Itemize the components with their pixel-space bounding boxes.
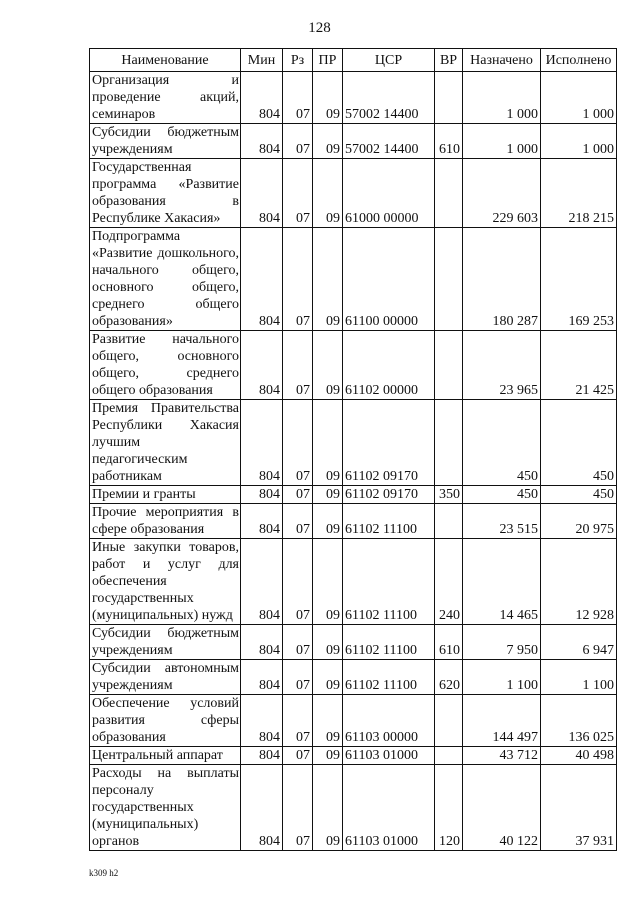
row-min: 804 <box>241 660 283 695</box>
row-name: Государственная программа «Развитие образования в Республике Хакасия» <box>90 159 241 228</box>
row-name: Обеспечение условий развития сферы образования <box>90 695 241 747</box>
row-pr: 09 <box>313 625 343 660</box>
header-min: Мин <box>241 49 283 72</box>
row-rz: 07 <box>283 486 313 504</box>
row-rz: 07 <box>283 504 313 539</box>
row-assigned: 450 <box>463 486 541 504</box>
table-row <box>90 660 617 695</box>
row-vr <box>435 331 463 400</box>
row-name: Расходы на выплаты персоналу государственных (муниципальных) органов <box>90 765 241 851</box>
row-name: Премии и гранты <box>90 486 241 504</box>
row-executed: 1 000 <box>541 124 617 159</box>
row-executed: 450 <box>541 400 617 486</box>
row-vr: 350 <box>435 486 463 504</box>
row-pr: 09 <box>313 486 343 504</box>
row-rz: 07 <box>283 695 313 747</box>
row-executed: 6 947 <box>541 625 617 660</box>
row-min: 804 <box>241 747 283 765</box>
row-min: 804 <box>241 331 283 400</box>
row-assigned: 7 950 <box>463 625 541 660</box>
table-row <box>90 504 617 539</box>
row-pr: 09 <box>313 124 343 159</box>
row-csr: 61103 01000 <box>343 765 435 851</box>
row-vr: 620 <box>435 660 463 695</box>
row-executed: 20 975 <box>541 504 617 539</box>
row-rz: 07 <box>283 159 313 228</box>
row-pr: 09 <box>313 72 343 124</box>
header-csr: ЦСР <box>343 49 435 72</box>
row-assigned: 23 515 <box>463 504 541 539</box>
row-pr: 09 <box>313 228 343 331</box>
row-vr <box>435 695 463 747</box>
row-min: 804 <box>241 504 283 539</box>
row-executed: 136 025 <box>541 695 617 747</box>
row-executed: 12 928 <box>541 539 617 625</box>
row-pr: 09 <box>313 539 343 625</box>
row-name: Иные закупки товаров, работ и услуг для обеспечения государственных (муниципальных) нужд <box>90 539 241 625</box>
row-vr <box>435 747 463 765</box>
row-csr: 57002 14400 <box>343 72 435 124</box>
row-csr: 61102 11100 <box>343 625 435 660</box>
row-rz: 07 <box>283 660 313 695</box>
row-assigned: 23 965 <box>463 331 541 400</box>
row-vr <box>435 72 463 124</box>
row-min: 804 <box>241 124 283 159</box>
header-assigned: Назначено <box>463 49 541 72</box>
table-row <box>90 539 617 625</box>
table-row <box>90 400 617 486</box>
table-row <box>90 159 617 228</box>
row-executed: 40 498 <box>541 747 617 765</box>
row-csr: 61102 00000 <box>343 331 435 400</box>
row-pr: 09 <box>313 695 343 747</box>
page-number: 128 <box>308 20 331 36</box>
header-rz: Рз <box>283 49 313 72</box>
row-pr: 09 <box>313 159 343 228</box>
footer-code: k309 h2 <box>89 868 119 878</box>
row-assigned: 180 287 <box>463 228 541 331</box>
row-csr: 61103 01000 <box>343 747 435 765</box>
table-row <box>90 228 617 331</box>
row-rz: 07 <box>283 625 313 660</box>
row-assigned: 144 497 <box>463 695 541 747</box>
row-executed: 218 215 <box>541 159 617 228</box>
row-min: 804 <box>241 228 283 331</box>
table-header-row <box>90 49 617 72</box>
row-min: 804 <box>241 695 283 747</box>
row-pr: 09 <box>313 765 343 851</box>
row-assigned: 43 712 <box>463 747 541 765</box>
row-vr <box>435 400 463 486</box>
row-pr: 09 <box>313 400 343 486</box>
row-name: Прочие мероприятия в сфере образования <box>90 504 241 539</box>
row-vr <box>435 504 463 539</box>
row-rz: 07 <box>283 747 313 765</box>
row-vr <box>435 228 463 331</box>
row-rz: 07 <box>283 228 313 331</box>
row-name: Подпрограмма «Развитие дошкольного, начального общего, основного общего, среднего общего образования» <box>90 228 241 331</box>
table-row <box>90 765 617 851</box>
row-min: 804 <box>241 400 283 486</box>
row-csr: 61102 11100 <box>343 504 435 539</box>
row-executed: 21 425 <box>541 331 617 400</box>
row-assigned: 14 465 <box>463 539 541 625</box>
header-pr: ПР <box>313 49 343 72</box>
row-name: Развитие начального общего, основного общего, среднего общего образования <box>90 331 241 400</box>
row-rz: 07 <box>283 400 313 486</box>
row-assigned: 1 000 <box>463 124 541 159</box>
row-pr: 09 <box>313 504 343 539</box>
row-name: Субсидии бюджетным учреждениям <box>90 124 241 159</box>
budget-table <box>89 48 617 851</box>
row-executed: 1 100 <box>541 660 617 695</box>
row-name: Субсидии автономным учреждениям <box>90 660 241 695</box>
table-row <box>90 747 617 765</box>
row-executed: 169 253 <box>541 228 617 331</box>
table-row <box>90 625 617 660</box>
row-rz: 07 <box>283 331 313 400</box>
row-min: 804 <box>241 486 283 504</box>
row-assigned: 450 <box>463 400 541 486</box>
row-vr: 610 <box>435 124 463 159</box>
header-vr: ВР <box>435 49 463 72</box>
row-rz: 07 <box>283 539 313 625</box>
row-rz: 07 <box>283 72 313 124</box>
row-pr: 09 <box>313 331 343 400</box>
row-executed: 1 000 <box>541 72 617 124</box>
row-name: Организация и проведение акций, семинаров <box>90 72 241 124</box>
row-csr: 61103 00000 <box>343 695 435 747</box>
table-row <box>90 72 617 124</box>
row-assigned: 229 603 <box>463 159 541 228</box>
header-executed: Исполнено <box>541 49 617 72</box>
row-vr <box>435 159 463 228</box>
row-min: 804 <box>241 72 283 124</box>
row-assigned: 1 000 <box>463 72 541 124</box>
row-assigned: 40 122 <box>463 765 541 851</box>
row-name: Субсидии бюджетным учреждениям <box>90 625 241 660</box>
row-name: Премия Правительства Республики Хакасия лучшим педагогическим работникам <box>90 400 241 486</box>
row-name: Центральный аппарат <box>90 747 241 765</box>
row-executed: 37 931 <box>541 765 617 851</box>
row-csr: 61102 09170 <box>343 486 435 504</box>
table-row <box>90 124 617 159</box>
row-csr: 57002 14400 <box>343 124 435 159</box>
row-csr: 61000 00000 <box>343 159 435 228</box>
row-csr: 61102 09170 <box>343 400 435 486</box>
row-rz: 07 <box>283 124 313 159</box>
row-min: 804 <box>241 539 283 625</box>
row-min: 804 <box>241 625 283 660</box>
table-row <box>90 486 617 504</box>
header-name: Наименование <box>90 49 241 72</box>
row-pr: 09 <box>313 660 343 695</box>
row-executed: 450 <box>541 486 617 504</box>
row-csr: 61100 00000 <box>343 228 435 331</box>
row-pr: 09 <box>313 747 343 765</box>
table-row <box>90 331 617 400</box>
row-rz: 07 <box>283 765 313 851</box>
row-vr: 610 <box>435 625 463 660</box>
row-assigned: 1 100 <box>463 660 541 695</box>
row-min: 804 <box>241 159 283 228</box>
row-vr: 240 <box>435 539 463 625</box>
row-csr: 61102 11100 <box>343 539 435 625</box>
row-min: 804 <box>241 765 283 851</box>
table-row <box>90 695 617 747</box>
row-csr: 61102 11100 <box>343 660 435 695</box>
row-vr: 120 <box>435 765 463 851</box>
